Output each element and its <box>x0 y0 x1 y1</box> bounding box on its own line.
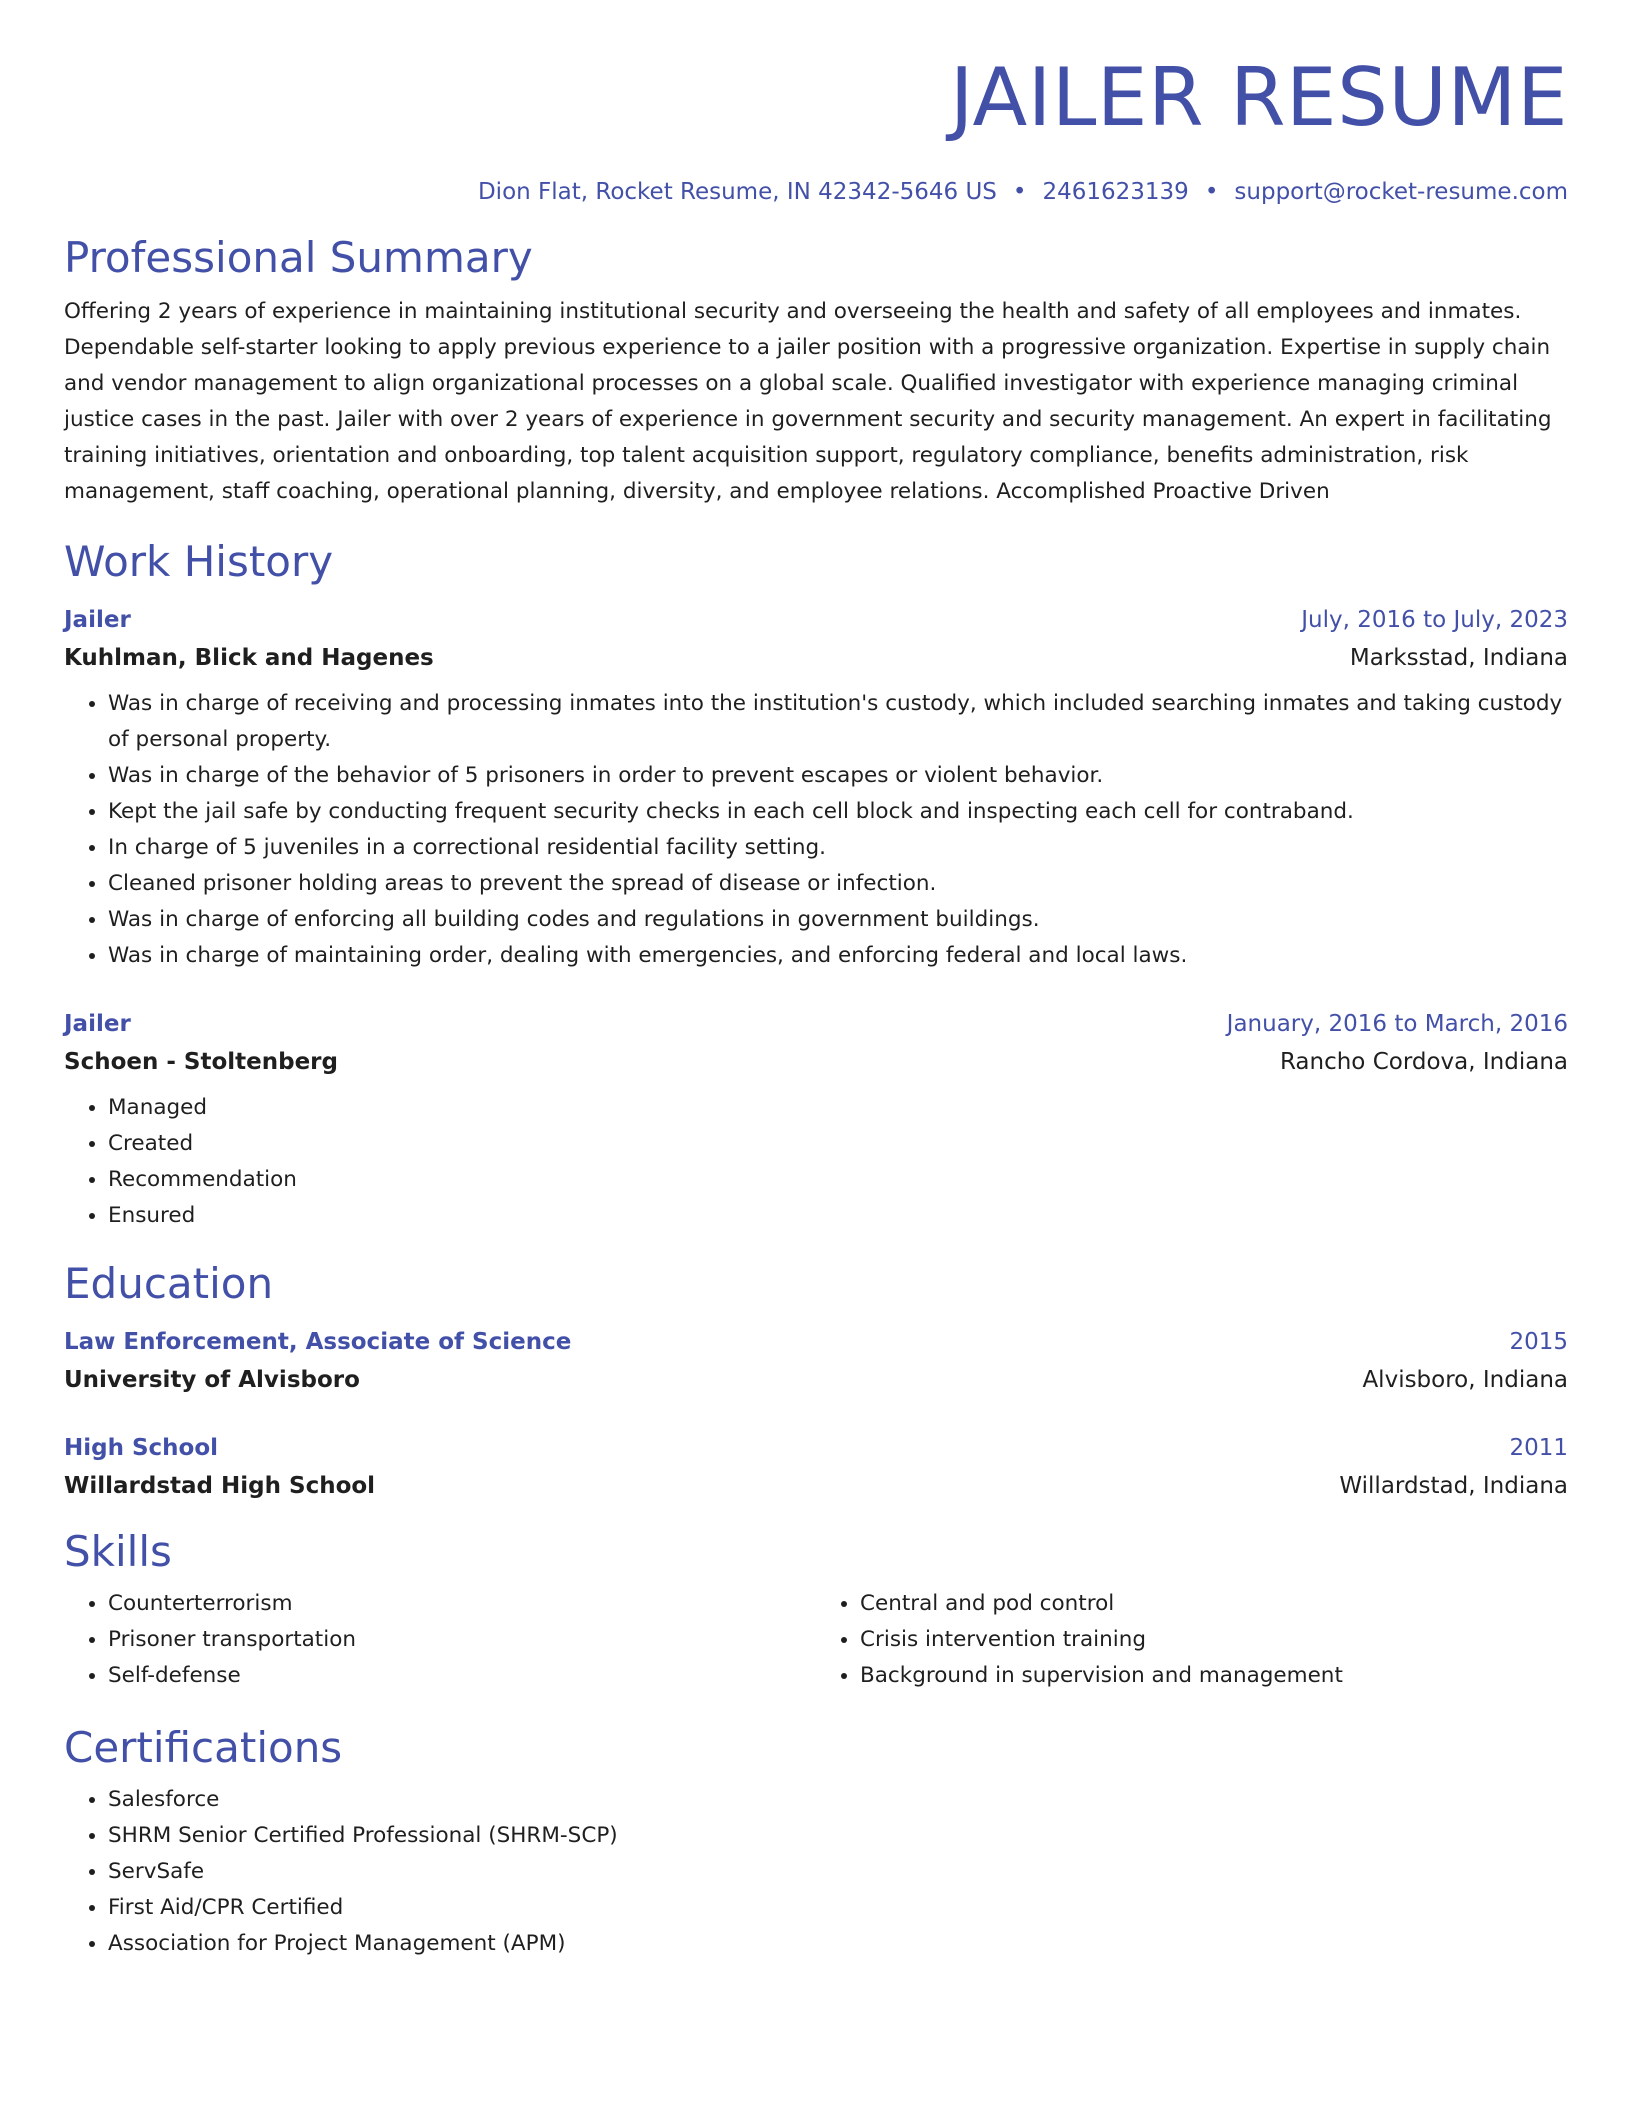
summary-title: Professional Summary <box>64 233 533 282</box>
education-entry <box>64 1324 1568 1400</box>
contact-line <box>64 176 1568 208</box>
contact-separator: • <box>1012 179 1027 205</box>
education-location: Willardstad, Indiana <box>1339 1473 1568 1499</box>
job-entry <box>64 602 1568 974</box>
job-entry <box>64 1006 1568 1234</box>
skills-list-right <box>816 1586 1568 1694</box>
summary-text: Offering 2 years of experience in maintaining institutional security and overseeing the health and safety of all employees and inmates. Dependable self-starter looking to apply previous experience to a jailer position with a progressive organization. Expertise in supply chain and vendor management to align organizational processes on a global scale. Qualified investigator with experience managing criminal justice cases in the past. Jailer with over 2 years of experience in government security and security management. An expert in facilitating training initiatives, orientation and onboarding, top talent acquisition support, regulatory compliance, benefits administration, risk management, staff coaching, operational planning, diversity, and employee relations. Accomplished Proactive Driven <box>64 299 1552 504</box>
certification-item: • SHRM Senior Certified Professional (SHRM-SCP) <box>108 1818 1568 1854</box>
certification-item: • Salesforce <box>108 1782 1568 1818</box>
certification-item: • First Aid/CPR Certified <box>108 1890 1568 1926</box>
resume-header <box>64 50 1568 208</box>
education-entry <box>64 1430 1568 1506</box>
summary-section <box>64 232 1568 510</box>
skill-item: • Counterterrorism <box>108 1586 816 1622</box>
certifications-list <box>64 1782 1568 1962</box>
job-bullet: • Created <box>108 1126 1568 1162</box>
job-bullets <box>64 1090 1568 1234</box>
job-company: Kuhlman, Blick and Hagenes <box>64 645 434 671</box>
job-bullet: • Cleaned prisoner holding areas to prevent the spread of disease or infection. <box>108 866 1568 902</box>
job-bullet: • In charge of 5 juveniles in a correctional residential facility setting. <box>108 830 1568 866</box>
job-bullet: • Was in charge of maintaining order, dealing with emergencies, and enforcing federal and local laws. <box>108 938 1568 974</box>
certification-item: • ServSafe <box>108 1854 1568 1890</box>
education-school: Willardstad High School <box>64 1473 376 1499</box>
contact-email: support@rocket-resume.com <box>1234 179 1568 205</box>
job-bullet: • Managed <box>108 1090 1568 1126</box>
job-bullet: • Kept the jail safe by conducting frequent security checks in each cell block and inspecting each cell for contraband. <box>108 794 1568 830</box>
skills-title: Skills <box>64 1527 172 1576</box>
skill-item: • Prisoner transportation <box>108 1622 816 1658</box>
skill-item: • Central and pod control <box>860 1586 1568 1622</box>
job-bullet: • Was in charge of receiving and processing inmates into the institution's custody, which included searching inmates and taking custody of personal property. <box>108 686 1568 758</box>
education-year: 2011 <box>1509 1435 1568 1461</box>
contact-address: Dion Flat, Rocket Resume, IN 42342-5646 US <box>477 179 997 205</box>
education-location: Alvisboro, Indiana <box>1362 1367 1568 1393</box>
work-history-section <box>64 536 1568 1234</box>
certifications-section <box>64 1722 1568 1962</box>
certification-item: • Association for Project Management (APM) <box>108 1926 1568 1962</box>
resume-name: JAILER RESUME <box>949 51 1568 144</box>
skill-item: • Self-defense <box>108 1658 816 1694</box>
contact-phone: 2461623139 <box>1042 179 1189 205</box>
education-title: Education <box>64 1259 274 1308</box>
job-bullet: • Was in charge of the behavior of 5 prisoners in order to prevent escapes or violent behavior. <box>108 758 1568 794</box>
job-bullets <box>64 686 1568 974</box>
contact-separator: • <box>1204 179 1219 205</box>
education-year: 2015 <box>1509 1329 1568 1355</box>
skill-item: • Background in supervision and management <box>860 1658 1568 1694</box>
work-history-title: Work History <box>64 537 334 586</box>
job-location: Rancho Cordova, Indiana <box>1279 1049 1568 1075</box>
skills-list-left <box>64 1586 816 1694</box>
job-location: Marksstad, Indiana <box>1349 645 1568 671</box>
education-degree: High School <box>64 1435 219 1461</box>
job-company: Schoen - Stoltenberg <box>64 1049 338 1075</box>
job-dates: January, 2016 to March, 2016 <box>1226 1011 1568 1037</box>
job-bullet: • Ensured <box>108 1198 1568 1234</box>
skills-section <box>64 1526 1568 1694</box>
job-role: Jailer <box>64 607 131 633</box>
certifications-title: Certifications <box>64 1723 343 1772</box>
job-role: Jailer <box>64 1011 131 1037</box>
education-school: University of Alvisboro <box>64 1367 360 1393</box>
skills-grid <box>64 1586 1568 1694</box>
skill-item: • Crisis intervention training <box>860 1622 1568 1658</box>
job-bullet: • Was in charge of enforcing all building codes and regulations in government buildings. <box>108 902 1568 938</box>
job-bullet: • Recommendation <box>108 1162 1568 1198</box>
education-section <box>64 1258 1568 1506</box>
education-degree: Law Enforcement, Associate of Science <box>64 1329 572 1355</box>
job-dates: July, 2016 to July, 2023 <box>1301 607 1568 633</box>
